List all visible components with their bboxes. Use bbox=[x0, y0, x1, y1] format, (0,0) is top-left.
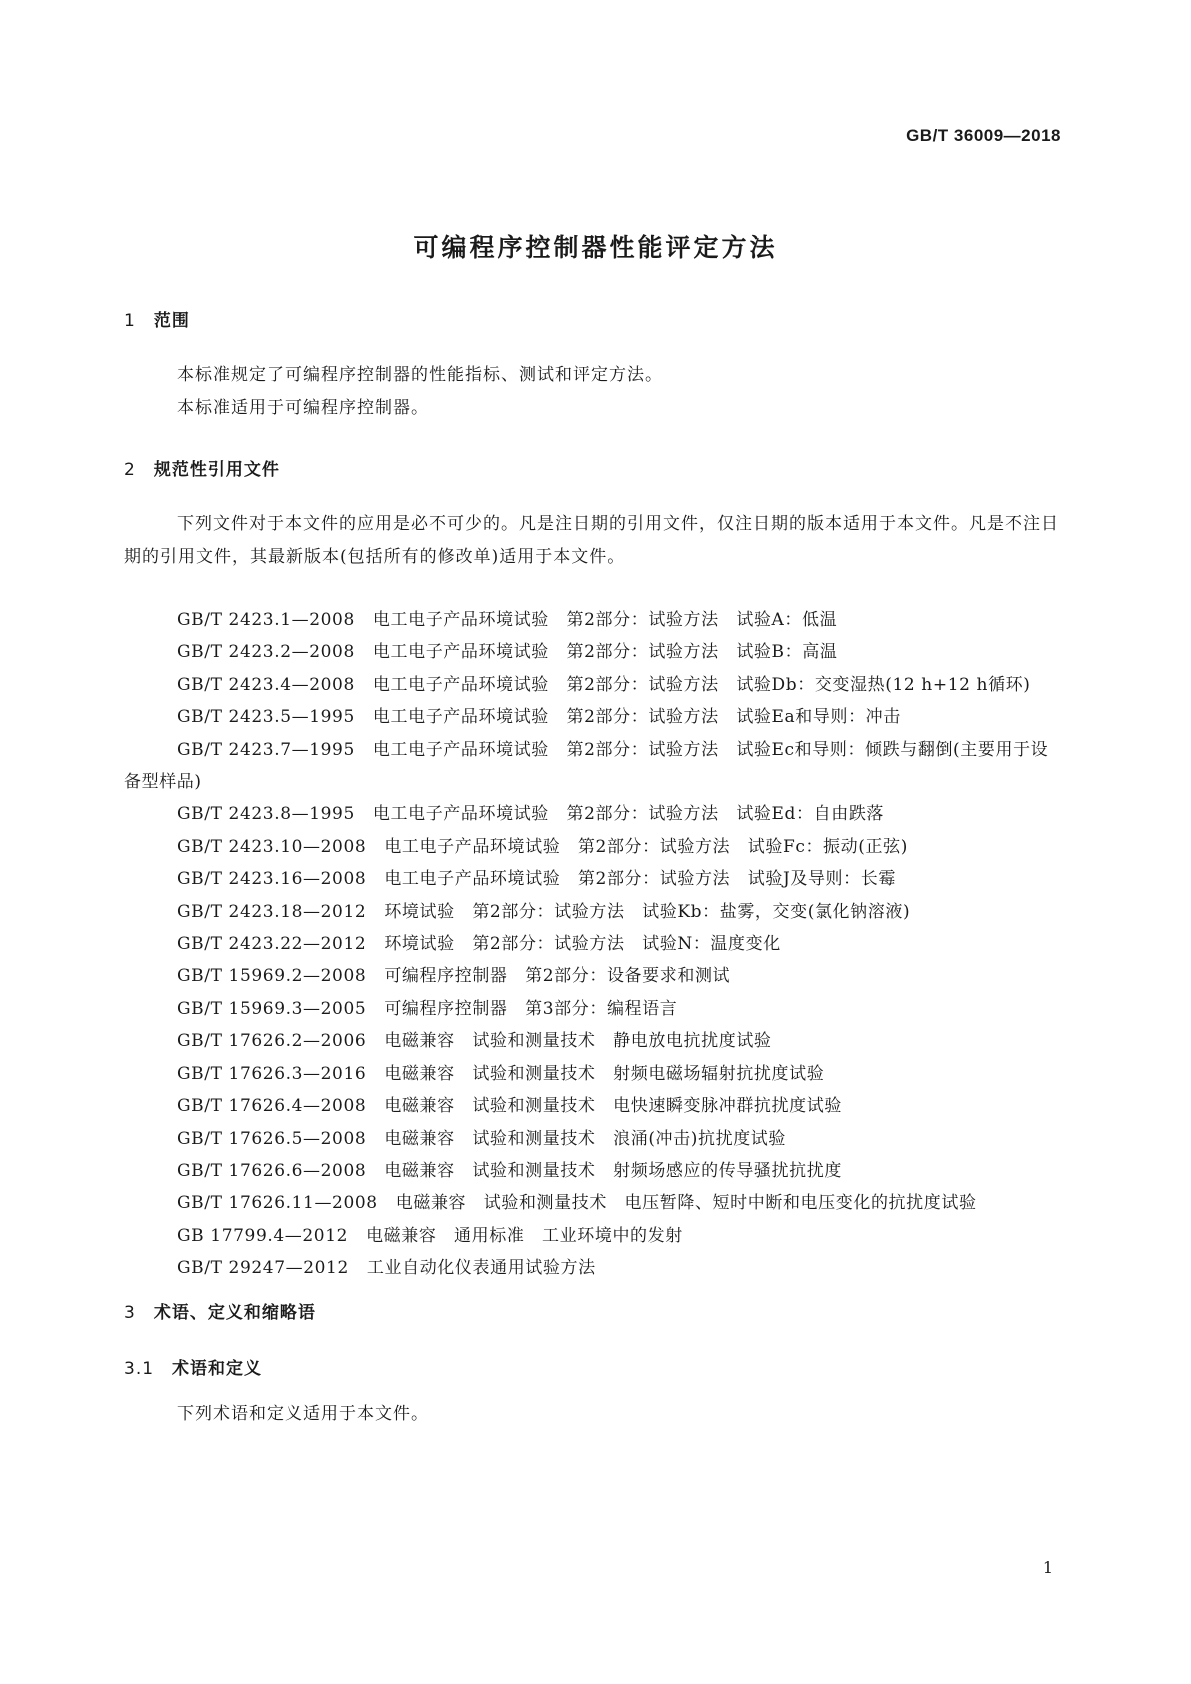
section-number: 3 bbox=[124, 1303, 136, 1323]
reference-title: 电磁兼容 试验和测量技术 射频场感应的传导骚扰抗扰度 bbox=[384, 1160, 842, 1181]
reference-title: 环境试验 第2部分：试验方法 试验N：温度变化 bbox=[384, 934, 781, 955]
reference-title: 工业自动化仪表通用试验方法 bbox=[366, 1258, 596, 1279]
reference-title: 电工电子产品环境试验 第2部分：试验方法 试验Ed：自由跌落 bbox=[372, 804, 885, 825]
paragraph: 下列术语和定义适用于本文件。 bbox=[177, 1404, 429, 1424]
reference-code: GB/T 17626.2—2006 bbox=[177, 1031, 367, 1052]
reference-code: GB/T 15969.3—2005 bbox=[177, 998, 367, 1019]
reference-item bbox=[124, 1123, 1060, 1155]
reference-item bbox=[124, 1187, 1060, 1219]
reference-item bbox=[124, 669, 1060, 701]
reference-title: 电工电子产品环境试验 第2部分：试验方法 试验Fc：振动(正弦) bbox=[384, 836, 908, 857]
section-title: 术语、定义和缩略语 bbox=[153, 1303, 316, 1323]
reference-item bbox=[124, 1252, 1060, 1284]
section-number: 2 bbox=[124, 460, 136, 480]
section-3-heading bbox=[124, 1298, 316, 1323]
reference-code: GB/T 2423.5—1995 bbox=[177, 707, 355, 728]
reference-item bbox=[124, 928, 1060, 960]
section-title: 规范性引用文件 bbox=[153, 460, 280, 480]
normative-references-list bbox=[124, 604, 1060, 1285]
section-1-heading bbox=[124, 306, 190, 331]
reference-code: GB/T 29247—2012 bbox=[177, 1258, 349, 1279]
reference-item bbox=[124, 604, 1060, 636]
reference-item bbox=[124, 1155, 1060, 1187]
reference-title: 电工电子产品环境试验 第2部分：试验方法 试验Db：交变湿热(12 h+12 h循环) bbox=[372, 674, 1031, 695]
reference-code: GB/T 17626.5—2008 bbox=[177, 1128, 367, 1149]
reference-item bbox=[124, 701, 1060, 733]
paragraph: 本标准适用于可编程序控制器。 bbox=[177, 398, 429, 418]
reference-code: GB/T 17626.4—2008 bbox=[177, 1096, 367, 1117]
reference-item bbox=[124, 960, 1060, 992]
reference-title: 电工电子产品环境试验 第2部分：试验方法 试验A：低温 bbox=[372, 610, 838, 630]
reference-title: 可编程序控制器 第2部分：设备要求和测试 bbox=[384, 966, 731, 987]
reference-item bbox=[124, 831, 1060, 863]
reference-code: GB 17799.4—2012 bbox=[177, 1225, 349, 1246]
reference-code: GB/T 17626.3—2016 bbox=[177, 1063, 367, 1084]
page-number: 1 bbox=[1042, 1558, 1053, 1577]
section-3-1-body bbox=[124, 1398, 1060, 1431]
reference-title: 电磁兼容 通用标准 工业环境中的发射 bbox=[366, 1225, 683, 1246]
reference-code: GB/T 2423.4—2008 bbox=[177, 674, 355, 695]
section-2-intro bbox=[124, 508, 1060, 574]
section-number: 3.1 bbox=[124, 1359, 155, 1379]
reference-title: 电磁兼容 试验和测量技术 射频电磁场辐射抗扰度试验 bbox=[384, 1063, 825, 1084]
reference-item bbox=[124, 993, 1060, 1025]
reference-code: GB/T 2423.8—1995 bbox=[177, 804, 355, 825]
reference-title: 可编程序控制器 第3部分：编程语言 bbox=[384, 998, 678, 1019]
section-title: 范围 bbox=[153, 311, 190, 331]
reference-title: 电工电子产品环境试验 第2部分：试验方法 试验J及导则：长霉 bbox=[384, 869, 896, 890]
reference-title: 环境试验 第2部分：试验方法 试验Kb：盐雾，交变(氯化钠溶液) bbox=[384, 901, 911, 922]
reference-item bbox=[124, 636, 1060, 668]
section-1-body bbox=[124, 359, 1060, 425]
reference-item bbox=[124, 734, 1060, 799]
reference-item bbox=[124, 798, 1060, 830]
reference-item bbox=[124, 1220, 1060, 1252]
standard-number: GB/T 36009—2018 bbox=[906, 126, 1061, 145]
reference-code: GB/T 2423.16—2008 bbox=[177, 869, 367, 890]
reference-code: GB/T 17626.6—2008 bbox=[177, 1160, 367, 1181]
section-2-heading bbox=[124, 455, 280, 480]
reference-title: 电磁兼容 试验和测量技术 静电放电抗扰度试验 bbox=[384, 1031, 772, 1052]
reference-item bbox=[124, 1058, 1060, 1090]
reference-code: GB/T 15969.2—2008 bbox=[177, 966, 367, 987]
reference-title: 电工电子产品环境试验 第2部分：试验方法 试验Ec和导则：倾跌与翻倒(主要用于设备型样品) bbox=[124, 739, 1049, 793]
section-title: 术语和定义 bbox=[172, 1359, 263, 1379]
paragraph: 本标准规定了可编程序控制器的性能指标、测试和评定方法。 bbox=[177, 365, 663, 385]
document-title: 可编程序控制器性能评定方法 bbox=[413, 233, 778, 262]
reference-title: 电磁兼容 试验和测量技术 电快速瞬变脉冲群抗扰度试验 bbox=[384, 1096, 842, 1117]
reference-item bbox=[124, 1090, 1060, 1122]
section-3-1-heading bbox=[124, 1354, 262, 1379]
reference-title: 电磁兼容 试验和测量技术 浪涌(冲击)抗扰度试验 bbox=[384, 1128, 786, 1149]
reference-code: GB/T 2423.10—2008 bbox=[177, 836, 367, 857]
reference-code: GB/T 2423.1—2008 bbox=[177, 610, 355, 630]
reference-item bbox=[124, 896, 1060, 928]
reference-code: GB/T 2423.18—2012 bbox=[177, 901, 367, 922]
reference-code: GB/T 2423.7—1995 bbox=[177, 739, 355, 760]
reference-title: 电工电子产品环境试验 第2部分：试验方法 试验B：高温 bbox=[372, 642, 838, 663]
reference-title: 电工电子产品环境试验 第2部分：试验方法 试验Ea和导则：冲击 bbox=[372, 707, 901, 728]
reference-code: GB/T 2423.22—2012 bbox=[177, 934, 367, 955]
reference-code: GB/T 2423.2—2008 bbox=[177, 642, 355, 663]
paragraph: 下列文件对于本文件的应用是必不可少的。凡是注日期的引用文件，仅注日期的版本适用于本文件。凡是不注日期的引用文件，其最新版本(包括所有的修改单)适用于本文件。 bbox=[124, 514, 1059, 567]
reference-item bbox=[124, 1025, 1060, 1057]
reference-item bbox=[124, 863, 1060, 895]
reference-title: 电磁兼容 试验和测量技术 电压暂降、短时中断和电压变化的抗扰度试验 bbox=[395, 1193, 977, 1214]
section-number: 1 bbox=[124, 311, 136, 331]
reference-code: GB/T 17626.11—2008 bbox=[177, 1193, 378, 1214]
